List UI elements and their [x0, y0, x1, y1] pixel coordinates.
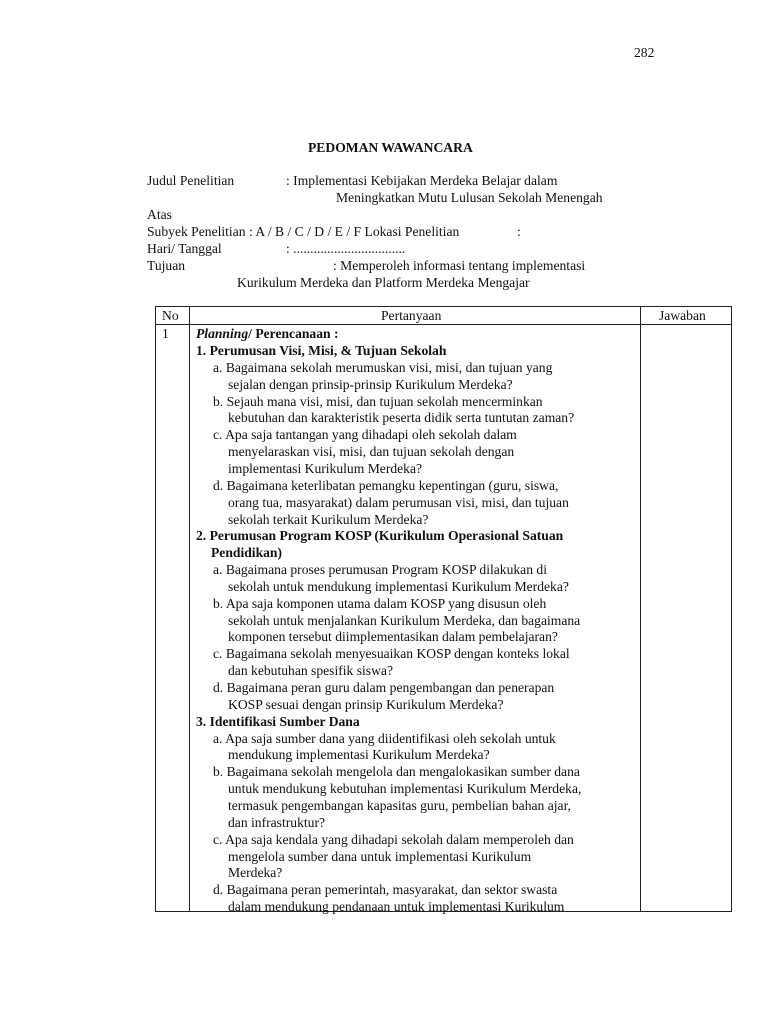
tujuan-label: Tujuan — [147, 258, 186, 273]
question-line: c. Apa saja tantangan yang dihadapi oleh sekolah dalam — [213, 427, 517, 443]
planning-rest: / Perencanaan : — [248, 326, 339, 341]
question-line: Merdeka? — [228, 865, 283, 881]
interview-table — [155, 306, 732, 915]
section-heading-planning — [196, 325, 339, 342]
hari-label: Hari/ Tanggal — [147, 241, 222, 256]
judul-label: Judul Penelitian — [147, 173, 235, 188]
section-heading-line: 1. Perumusan Visi, Misi, & Tujuan Sekolah — [196, 343, 447, 358]
question-line: kebutuhan dan karakteristik peserta didik serta tuntutan zaman? — [228, 410, 575, 426]
question-line: termasuk pengembangan kapasitas guru, pembelian bahan ajar, — [228, 797, 571, 813]
judul-value-line-3: Atas — [147, 207, 172, 222]
question-line: dan infrastruktur? — [228, 814, 326, 830]
question-line: b. Sejauh mana visi, misi, dan tujuan sekolah mencerminkan — [213, 393, 543, 409]
question-line: sejalan dengan prinsip-prinsip Kurikulum Merdeka? — [228, 376, 513, 392]
column-divider-no — [189, 307, 190, 911]
column-header-pertanyaan: Pertanyaan — [381, 308, 442, 323]
section-heading-line: 2. Perumusan Program KOSP (Kurikulum Operasional Satuan — [196, 528, 564, 544]
question-line: a. Bagaimana sekolah merumuskan visi, misi, dan tujuan yang — [213, 359, 553, 375]
question-line: untuk mendukung kebutuhan implementasi Kurikulum Merdeka, — [228, 781, 582, 797]
question-line: menyelaraskan visi, misi, dan tujuan sekolah dengan — [228, 444, 515, 460]
question-line: orang tua, masyarakat) dalam perumusan visi, misi, dan tujuan — [228, 494, 569, 510]
planning-italic: Planning — [196, 326, 249, 341]
question-line: d. Bagaimana peran pemerintah, masyarakat, dan sektor swasta — [213, 882, 558, 898]
judul-value-line-2: Meningkatkan Mutu Lulusan Sekolah Menengah — [336, 190, 603, 205]
section-heading-line: Pendidikan) — [211, 545, 283, 561]
question-line: sekolah untuk menjalankan Kurikulum Merdeka, dan bagaimana — [228, 612, 581, 628]
question-line: mengelola sumber dana untuk implementasi Kurikulum — [228, 848, 532, 864]
question-line: dalam mendukung pendanaan untuk implementasi Kurikulum — [228, 899, 565, 915]
question-line: d. Bagaimana keterlibatan pemangku kepentingan (guru, siswa, — [213, 477, 559, 493]
section-heading-line: 3. Identifikasi Sumber Dana — [196, 713, 360, 729]
question-line: dan kebutuhan spesifik siswa? — [228, 663, 393, 679]
judul-value-line-1: : Implementasi Kebijakan Merdeka Belajar dalam — [286, 173, 558, 188]
document-title: PEDOMAN WAWANCARA — [308, 140, 473, 155]
column-divider-jawaban — [640, 307, 641, 911]
question-line: implementasi Kurikulum Merdeka? — [228, 460, 423, 476]
question-line: KOSP sesuai dengan prinsip Kurikulum Merdeka? — [228, 696, 504, 712]
question-line: b. Apa saja komponen utama dalam KOSP yang disusun oleh — [213, 595, 547, 611]
question-line: b. Bagaimana sekolah mengelola dan mengalokasikan sumber dana — [213, 764, 580, 780]
tujuan-value-line-1: : Memperoleh informasi tentang implementasi — [333, 258, 586, 273]
question-line: komponen tersebut diimplementasikan dalam pembelajaran? — [228, 629, 558, 645]
question-line: a. Bagaimana proses perumusan Program KOSP dilakukan di — [213, 562, 547, 578]
row-number: 1 — [162, 326, 169, 341]
question-line: d. Bagaimana peran guru dalam pengembangan dan penerapan — [213, 680, 555, 695]
question-line: sekolah terkait Kurikulum Merdeka? — [228, 511, 429, 527]
column-header-jawaban: Jawaban — [659, 308, 706, 323]
question-line: c. Bagaimana sekolah menyesuaikan KOSP dengan konteks lokal — [213, 646, 570, 662]
answer-cell — [646, 325, 726, 905]
tujuan-value-line-2: Kurikulum Merdeka dan Platform Merdeka Mengajar — [237, 275, 530, 290]
question-line: mendukung implementasi Kurikulum Merdeka? — [228, 747, 490, 763]
hari-value: : ................................. — [286, 241, 406, 256]
question-line: c. Apa saja kendala yang dihadapi sekolah dalam memperoleh dan — [213, 831, 574, 847]
page-number: 282 — [634, 45, 655, 60]
question-line: a. Apa saja sumber dana yang diidentifikasi oleh sekolah untuk — [213, 730, 556, 746]
question-line: sekolah untuk mendukung implementasi Kurikulum Merdeka? — [228, 578, 569, 594]
lokasi-colon: : — [517, 224, 521, 239]
column-header-no: No — [162, 308, 179, 323]
subyek-line: Subyek Penelitian : A / B / C / D / E / F Lokasi Penelitian — [147, 224, 460, 239]
